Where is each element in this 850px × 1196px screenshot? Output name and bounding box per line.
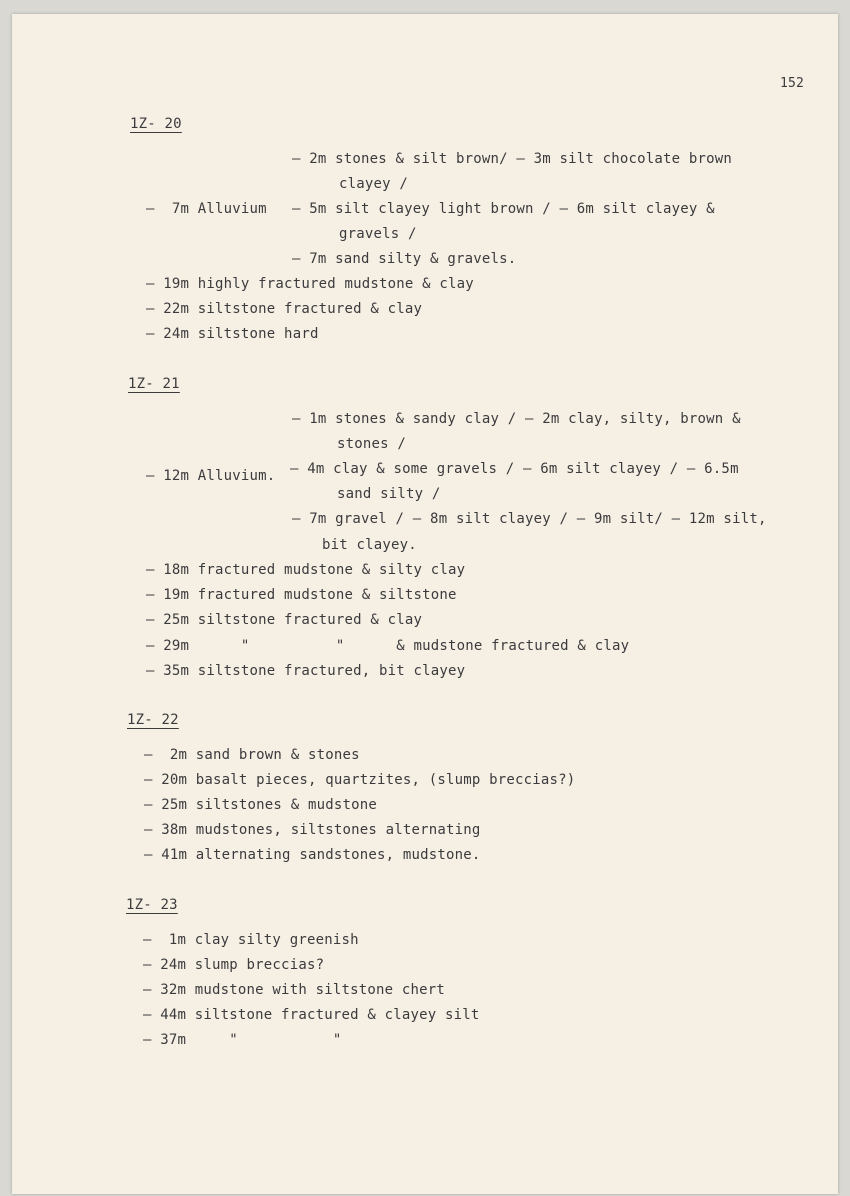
log-line: – 41m alternating sandstones, mudstone.: [144, 847, 481, 863]
log-line: – 38m mudstones, siltstones alternating: [144, 822, 481, 838]
document-page: [12, 14, 838, 1194]
log-line: – 1m clay silty greenish: [143, 932, 359, 948]
log-line: – 24m slump breccias?: [143, 957, 325, 973]
log-line: – 44m siltstone fractured & clayey silt: [143, 1007, 480, 1023]
log-line: bit clayey.: [322, 537, 417, 553]
log-line: – 25m siltstones & mudstone: [144, 797, 377, 813]
section-heading: 1Z- 21: [128, 376, 180, 392]
log-line: – 22m siltstone fractured & clay: [146, 301, 423, 317]
log-line: – 18m fractured mudstone & silty clay: [146, 562, 466, 578]
log-line: – 7m sand silty & gravels.: [292, 251, 517, 267]
log-line: – 5m silt clayey light brown / – 6m silt clayey &: [292, 201, 715, 217]
log-line: – 25m siltstone fractured & clay: [146, 612, 423, 628]
log-line: – 7m Alluvium: [146, 201, 267, 217]
log-line: – 19m fractured mudstone & siltstone: [146, 587, 457, 603]
section-heading: 1Z- 22: [127, 712, 179, 728]
log-line: – 20m basalt pieces, quartzites, (slump breccias?): [144, 772, 576, 788]
log-line: – 2m stones & silt brown/ – 3m silt chocolate brown: [292, 151, 733, 167]
log-line: – 4m clay & some gravels / – 6m silt clayey / – 6.5m: [290, 461, 739, 477]
log-line: – 32m mudstone with siltstone chert: [143, 982, 446, 998]
log-line: – 35m siltstone fractured, bit clayey: [146, 663, 466, 679]
log-line: – 2m sand brown & stones: [144, 747, 360, 763]
log-line: – 7m gravel / – 8m silt clayey / – 9m silt/ – 12m silt,: [292, 511, 767, 527]
log-line: – 37m " ": [143, 1032, 342, 1048]
log-line: gravels /: [339, 226, 417, 242]
log-line: stones /: [337, 436, 407, 452]
log-line: sand silty /: [337, 486, 441, 502]
log-line: – 12m Alluvium.: [146, 468, 276, 484]
log-line: – 29m " " & mudstone fractured & clay: [146, 638, 630, 654]
log-line: – 1m stones & sandy clay / – 2m clay, silty, brown &: [292, 411, 741, 427]
log-line: – 19m highly fractured mudstone & clay: [146, 276, 474, 292]
section-heading: 1Z- 20: [130, 116, 182, 132]
log-line: clayey /: [339, 176, 409, 192]
section-heading: 1Z- 23: [126, 897, 178, 913]
log-line: – 24m siltstone hard: [146, 326, 319, 342]
page-number: 152: [780, 76, 805, 91]
